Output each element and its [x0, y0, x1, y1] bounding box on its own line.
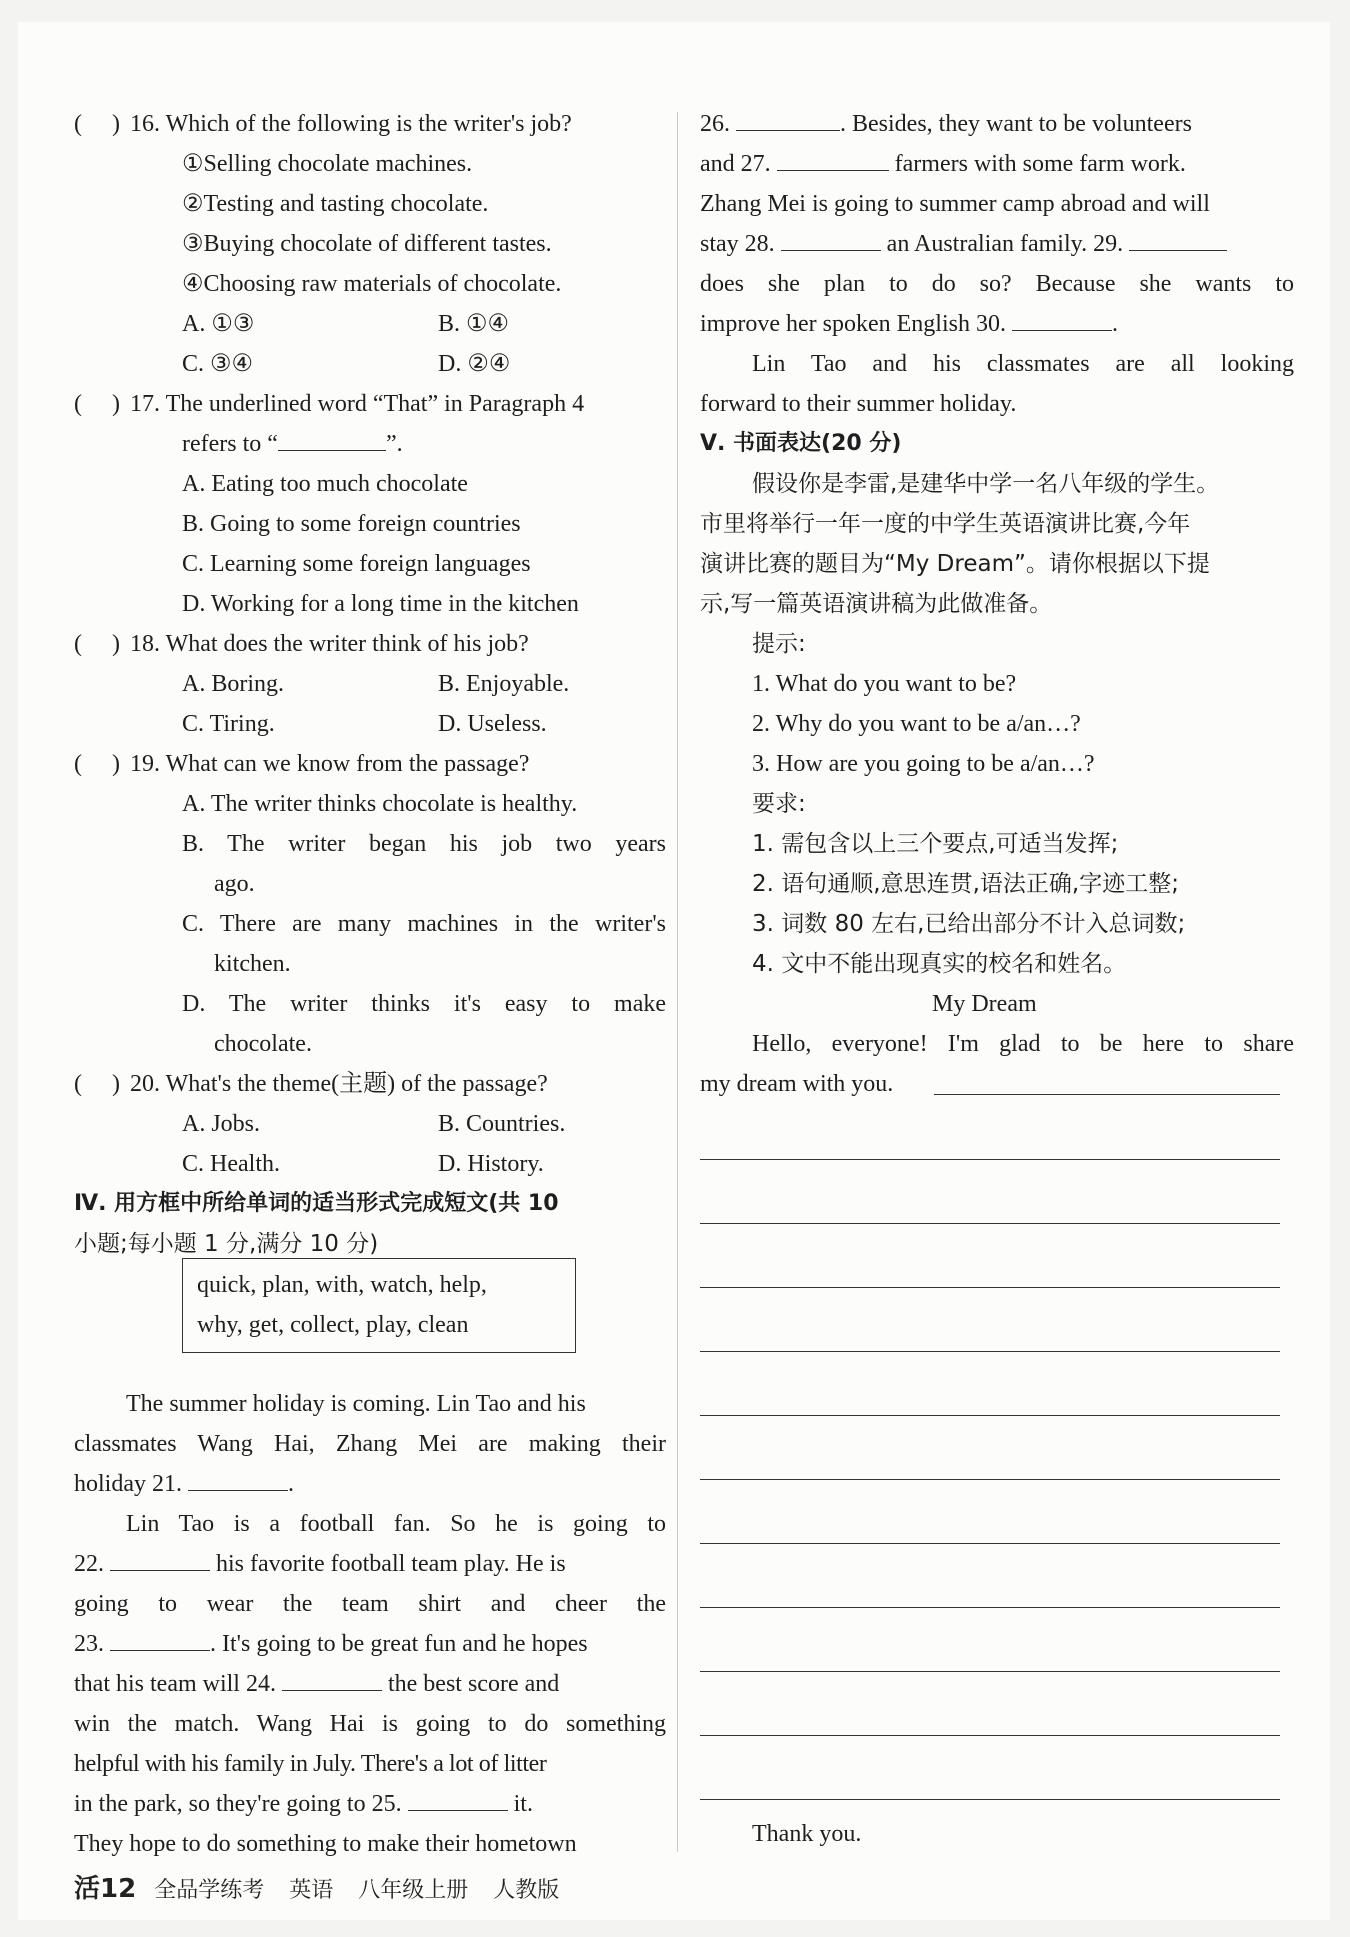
page-number-brand: 活12: [74, 1874, 137, 1904]
passage-line: that his team will 24. the best score and: [74, 1664, 559, 1704]
passage-line: 22. his favorite football team play. He is: [74, 1544, 666, 1584]
column-divider: [677, 112, 678, 1852]
answer-bracket[interactable]: ( ): [74, 1071, 120, 1097]
instruction-line: 示,写一篇英语演讲稿为此做准备。: [700, 591, 1053, 617]
requirement-item: 2. 语句通顺,意思连贯,语法正确,字迹工整;: [752, 871, 1179, 897]
passage-line: 26. . Besides, they want to be volunteers: [700, 104, 1192, 144]
option-d: D. Working for a long time in the kitchen: [182, 591, 579, 617]
writing-line[interactable]: [700, 1159, 1280, 1160]
instruction-line: 假设你是李雷,是建华中学一名八年级的学生。: [752, 471, 1220, 497]
essay-opening: Hello, everyone! I'm glad to be here to share: [752, 1031, 1294, 1057]
answer-blank-22[interactable]: [110, 1544, 210, 1571]
answer-blank-25[interactable]: [408, 1784, 508, 1811]
passage-line: does she plan to do so? Because she wants to: [700, 271, 1294, 297]
passage-line: Lin Tao is a football fan. So he is going to: [126, 1511, 666, 1537]
option-a: A. ①③: [182, 311, 255, 337]
edition-name: 人教版: [493, 1878, 560, 1903]
question-17-stem-cont: refers to “ ”.: [182, 424, 403, 464]
option-d: D. History.: [438, 1151, 544, 1177]
question-16-item: ④Choosing raw materials of chocolate.: [182, 271, 562, 297]
section-5-title: Ⅴ. 书面表达(20 分): [700, 431, 902, 456]
answer-blank-24[interactable]: [282, 1664, 382, 1691]
section-4-title: Ⅳ. 用方框中所给单词的适当形式完成短文(共 10: [74, 1191, 559, 1216]
passage-line: improve her spoken English 30. .: [700, 304, 1118, 344]
option-c-cont: kitchen.: [214, 951, 291, 977]
question-17-stem: ( ) 17. The underlined word “That” in Paragraph 4: [74, 384, 584, 424]
passage-line: win the match. Wang Hai is going to do something: [74, 1711, 666, 1737]
requirement-item: 3. 词数 80 左右,已给出部分不计入总词数;: [752, 911, 1186, 937]
hint-item: 3. How are you going to be a/an…?: [752, 751, 1095, 777]
option-c: C. Tiring.: [182, 711, 275, 737]
worksheet-page: [18, 22, 1330, 1920]
hint-item: 1. What do you want to be?: [752, 671, 1017, 697]
question-20-stem: ( ) 20. What's the theme(主题) of the passage?: [74, 1064, 548, 1104]
passage-line: forward to their summer holiday.: [700, 391, 1017, 417]
requirement-item: 1. 需包含以上三个要点,可适当发挥;: [752, 831, 1119, 857]
answer-blank-29[interactable]: [1129, 224, 1227, 251]
word-box-line: quick, plan, with, watch, help,: [197, 1272, 487, 1298]
option-c: C. ③④: [182, 351, 254, 377]
word-box: [182, 1258, 576, 1353]
option-b: B. Enjoyable.: [438, 671, 570, 697]
essay-closing: Thank you.: [752, 1821, 862, 1847]
answer-blank-30[interactable]: [1012, 304, 1112, 331]
option-b: B. Going to some foreign countries: [182, 511, 521, 537]
writing-line[interactable]: [700, 1671, 1280, 1672]
writing-line[interactable]: [700, 1351, 1280, 1352]
instruction-line: 演讲比赛的题目为“My Dream”。请你根据以下提: [700, 551, 1210, 577]
writing-line[interactable]: [934, 1094, 1280, 1095]
subject-name: 英语: [289, 1878, 334, 1903]
answer-bracket[interactable]: ( ): [74, 751, 120, 777]
essay-opening-cont: my dream with you.: [700, 1071, 894, 1097]
writing-line[interactable]: [700, 1479, 1280, 1480]
requirement-item: 4. 文中不能出现真实的校名和姓名。: [752, 951, 1127, 977]
passage-line: helpful with his family in July. There's a lot of litter: [74, 1751, 547, 1777]
passage-line: stay 28. an Australian family. 29.: [700, 224, 1227, 264]
writing-line[interactable]: [700, 1607, 1280, 1608]
hints-label: 提示:: [752, 631, 806, 657]
essay-title: My Dream: [932, 991, 1037, 1017]
writing-line[interactable]: [700, 1415, 1280, 1416]
passage-line: The summer holiday is coming. Lin Tao and his: [126, 1391, 586, 1417]
question-19-stem: ( ) 19. What can we know from the passage?: [74, 744, 529, 784]
answer-blank-28[interactable]: [781, 224, 881, 251]
answer-blank-26[interactable]: [736, 104, 840, 131]
book-name: 全品学练考: [154, 1878, 265, 1903]
passage-line: They hope to do something to make their hometown: [74, 1831, 577, 1857]
passage-line: holiday 21. .: [74, 1464, 294, 1504]
word-box-line: why, get, collect, play, clean: [197, 1312, 469, 1338]
question-16-item: ①Selling chocolate machines.: [182, 151, 473, 177]
answer-blank[interactable]: [278, 424, 386, 451]
option-c: C. Health.: [182, 1151, 280, 1177]
answer-bracket[interactable]: ( ): [74, 111, 120, 137]
writing-line[interactable]: [700, 1223, 1280, 1224]
writing-line[interactable]: [700, 1287, 1280, 1288]
option-a: A. Eating too much chocolate: [182, 471, 468, 497]
answer-bracket[interactable]: ( ): [74, 631, 120, 657]
section-4-title-cont: 小题;每小题 1 分,满分 10 分): [74, 1231, 379, 1257]
option-b: B. Countries.: [438, 1111, 566, 1137]
passage-line: in the park, so they're going to 25. it.: [74, 1784, 533, 1824]
answer-blank-21[interactable]: [188, 1464, 288, 1491]
option-c: C. There are many machines in the writer's: [182, 911, 666, 937]
passage-line: 23. . It's going to be great fun and he hopes: [74, 1624, 588, 1664]
option-d-cont: chocolate.: [214, 1031, 312, 1057]
option-a: A. Boring.: [182, 671, 284, 697]
writing-line[interactable]: [700, 1735, 1280, 1736]
question-18-stem: ( ) 18. What does the writer think of his job?: [74, 624, 529, 664]
hint-item: 2. Why do you want to be a/an…?: [752, 711, 1081, 737]
requirements-label: 要求:: [752, 791, 806, 817]
writing-line[interactable]: [700, 1543, 1280, 1544]
option-d: D. The writer thinks it's easy to make: [182, 991, 666, 1017]
option-a: A. Jobs.: [182, 1111, 261, 1137]
passage-line: and 27. farmers with some farm work.: [700, 144, 1186, 184]
answer-bracket[interactable]: ( ): [74, 391, 120, 417]
option-d: D. Useless.: [438, 711, 547, 737]
passage-line: going to wear the team shirt and cheer the: [74, 1591, 666, 1617]
grade-name: 八年级上册: [358, 1878, 469, 1903]
writing-line[interactable]: [700, 1799, 1280, 1800]
answer-blank-27[interactable]: [777, 144, 889, 171]
page-footer: [74, 1868, 577, 1905]
passage-line: Zhang Mei is going to summer camp abroad and will: [700, 191, 1210, 217]
question-16-item: ②Testing and tasting chocolate.: [182, 191, 489, 217]
instruction-line: 市里将举行一年一度的中学生英语演讲比赛,今年: [700, 511, 1191, 537]
option-b: B. The writer began his job two years: [182, 831, 666, 857]
option-d: D. ②④: [438, 351, 511, 377]
question-16-item: ③Buying chocolate of different tastes.: [182, 231, 552, 257]
question-16-stem: ( ) 16. Which of the following is the writer's job?: [74, 104, 572, 144]
passage-line: Lin Tao and his classmates are all looking: [752, 351, 1294, 377]
option-b-cont: ago.: [214, 871, 255, 897]
option-a: A. The writer thinks chocolate is healthy.: [182, 791, 578, 817]
option-b: B. ①④: [438, 311, 510, 337]
passage-line: classmates Wang Hai, Zhang Mei are making their: [74, 1431, 666, 1457]
answer-blank-23[interactable]: [110, 1624, 210, 1651]
option-c: C. Learning some foreign languages: [182, 551, 531, 577]
